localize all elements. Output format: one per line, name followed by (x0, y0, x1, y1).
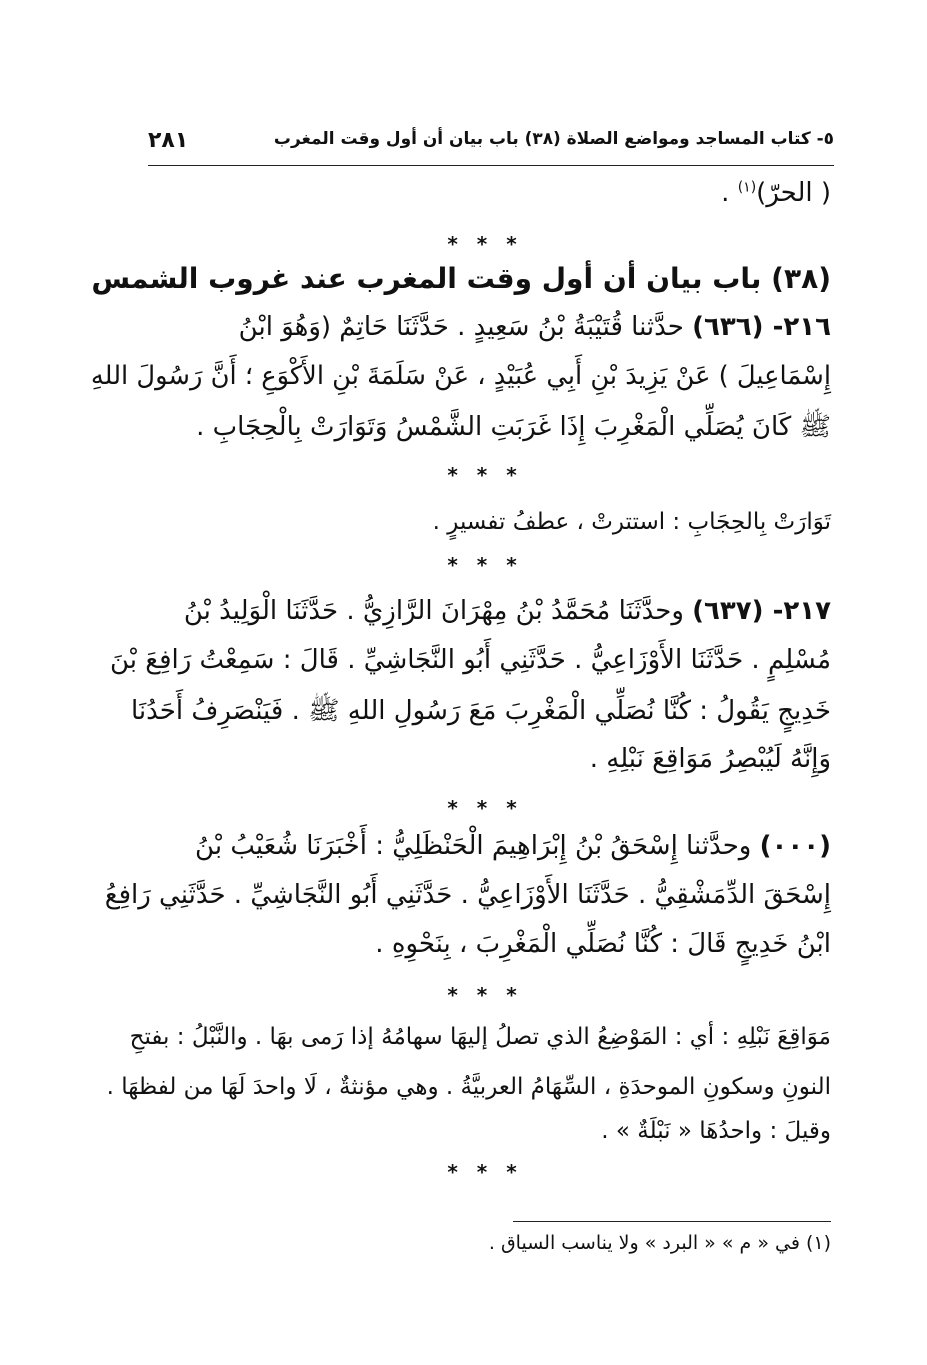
hadith-000-line-2: إِسْحَقَ الدِّمَشْقِيُّ . حَدَّثَنَا الأَوْزَاعِيُّ . حَدَّثَنِي أَبُو النَّجَاشِيِّ . حَدَّثَنِي رَافِعُ (104, 880, 831, 910)
separator-2: * * * (447, 463, 523, 487)
hadith-217-text-1: وحدَّثَنَا مُحَمَّدُ بْنُ مِهْرَانَ الرَّازِيُّ . حَدَّثَنَا الْوَلِيدُ بْنُ (183, 596, 693, 626)
separator-1: * * * (447, 232, 523, 256)
hadith-217-line-2: مُسْلِمٍ . حَدَّثَنَا الأَوْزَاعِيُّ . حَدَّثَنِي أَبُو النَّجَاشِيِّ . قَالَ : سَمِعْتُ رَافِعَ بْنَ (109, 645, 831, 675)
page-number: ٢٨١ (148, 128, 189, 153)
hadith-217-line-3: خَدِيجٍ يَقُولُ : كُنَّا نُصَلِّي الْمَغْرِبَ مَعَ رَسُولِ اللهِ ﷺ . فَيَنْصَرِفُ أَحَدُنَا (131, 696, 831, 726)
running-header (148, 124, 834, 164)
gloss-hijab: تَوَارَتْ بِالحِجَابِ : استترتْ ، عطفُ تفسيرٍ . (432, 509, 831, 535)
gloss-nabl-line-3: وقيلَ : واحدُهَا « نَبْلَةٌ » . (601, 1118, 831, 1144)
separator-4: * * * (447, 796, 523, 820)
footnote-reference: (١) (737, 179, 757, 196)
separator-5: * * * (447, 983, 523, 1007)
hadith-000-line-3: ابْنُ خَدِيجٍ قَالَ : كُنَّا نُصَلِّي الْمَغْرِبَ ، بِنَحْوِهِ . (375, 929, 831, 959)
footnote: (١) في « م » « البرد » ولا يناسب السياق . (488, 1232, 831, 1254)
hadith-000-line-1 (195, 831, 831, 861)
continuation-end: . (721, 178, 738, 208)
separator-6: * * * (447, 1160, 523, 1184)
continuation-text: ( الحرّ) (756, 178, 831, 208)
gloss-nabl-line-2: النونِ وسكونِ الموحدَةِ ، السِّهَامُ العربيَّةُ . وهي مؤنثةٌ ، لَا واحدَ لَهَا من لفظهَا . (106, 1074, 831, 1100)
hadith-216-line-2: إِسْمَاعِيلَ ) عَنْ يَزِيدَ بْنِ أَبِي عُبَيْدٍ ، عَنْ سَلَمَةَ بْنِ الأَكْوَعِ ؛ أَنَّ رَسُولَ اللهِ (90, 361, 831, 391)
gloss-nabl-line-1: مَوَاقِعَ نَبْلِهِ : أي : المَوْضِعُ الذي تصلُ إليهَا سهامُهُ إذا رَمى بهَا . والنَّبْلُ : بفتحِ (129, 1024, 831, 1050)
hadith-216-line-3: ﷺ كَانَ يُصَلِّي الْمَغْرِبَ إِذَا غَرَبَتِ الشَّمْسُ وَتَوَارَتْ بِالْحِجَابِ . (196, 412, 831, 442)
hadith-000-text-1: وحدَّثنا إِسْحَقُ بْنُ إِبْرَاهِيمَ الْحَنْظَلِيُّ : أَخْبَرَنَا شُعَيْبُ بْنُ (195, 831, 760, 861)
hadith-216-text-1: حدَّثنا قُتَيْبَةُ بْنُ سَعِيدٍ . حَدَّثَنَا حَاتِمٌ (وَهُوَ ابْنُ (238, 312, 693, 342)
hadith-217-number: ٢١٧- (٦٣٧) (692, 596, 831, 626)
header-title: ٥- كتاب المساجد ومواضع الصلاة (٣٨) باب بيان أن أول وقت المغرب (273, 128, 834, 148)
hadith-216-number: ٢١٦- (٦٣٦) (692, 312, 831, 342)
hadith-217-line-4: وَإِنَّهُ لَيُبْصِرُ مَوَاقِعَ نَبْلِهِ . (589, 744, 831, 774)
hadith-216-line-1 (239, 312, 831, 342)
chapter-heading: (٣٨) باب بيان أن أول وقت المغرب عند غروب الشمس (91, 262, 831, 295)
header-rule (148, 165, 834, 166)
hadith-000-number: (٠٠٠) (759, 831, 831, 861)
separator-3: * * * (447, 553, 523, 577)
continuation-line (721, 178, 831, 208)
hadith-217-line-1 (184, 596, 831, 626)
footnote-rule (513, 1221, 831, 1222)
